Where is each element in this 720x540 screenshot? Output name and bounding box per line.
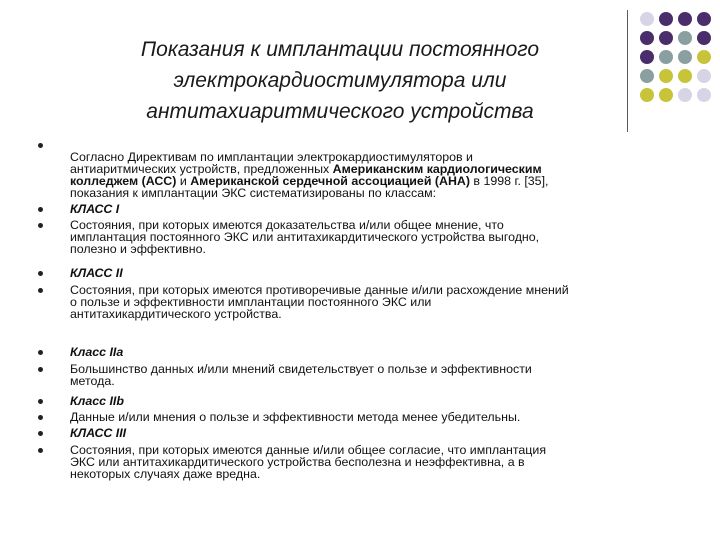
item-text: Большинство данных и/или мнений свидетельствует о пользе и эффективности метода. [70,362,532,388]
decor-dot [640,69,654,83]
item-text: КЛАСС II [70,266,123,280]
decor-dot [640,50,654,64]
title-line-1: Показания к имплантации постоянного [140,38,540,61]
item-text: Класс IIb [70,394,124,408]
decor-dot [678,50,692,64]
bullet-icon [38,399,43,404]
decor-dot [678,88,692,102]
decor-dot [640,31,654,45]
decor-dot [697,31,711,45]
item-text: КЛАСС I [70,202,120,216]
item-text: Состояния, при которых имеются данные и/или общее согласие, что имплантация ЭКС или антитахикардитического устройства бесполезна и неэффективна, а в некоторых случаях даже вредна. [70,443,547,481]
bullet-icon [38,143,43,148]
bullet-icon [38,288,43,293]
decor-dot [659,69,673,83]
decor-dot-grid [640,12,720,132]
bullet-icon [38,431,43,436]
item-text: КЛАСС III [70,426,127,440]
decor-dot [697,50,711,64]
bullet-icon [38,271,43,276]
item-text: Класс IIa [70,345,124,359]
decor-dot [659,12,673,26]
decor-dot [640,88,654,102]
bullet-icon [38,415,43,420]
decor-dot [659,50,673,64]
decor-dot [640,12,654,26]
decor-dot [678,31,692,45]
decor-dot [697,12,711,26]
bullet-icon [38,207,43,212]
item-text: Согласно Директивам по имплантации электрокардиостимуляторов и антиаритмических устройств, предложенных Американским кардиологическим колледжем (АСС) и Американской сердечной ассоциацией (АНА) в 1998 г. [35], показания к имплантации ЭКС систематизированы по классам: [70,150,549,200]
slide-title [60,34,620,127]
decor-dot [678,69,692,83]
bullet-icon [38,223,43,228]
item-text: Состояния, при которых имеются противоречивые данные и/или расхождение мнений о пользе и эффективности имплантации постоянного ЭКС или антитахикардитического устройства. [70,283,569,321]
decor-dot [697,88,711,102]
decor-dot [697,69,711,83]
bullet-icon [38,350,43,355]
bullet-icon [38,448,43,453]
title-line-3: антитахиаритмического устройства [146,100,534,123]
title-line-2: электрокардиостимулятора или [173,69,507,92]
item-text: Состояния, при которых имеются доказательства и/или общее мнение, что имплантация постоянного ЭКС или антитахикардитического устройства выгодно, полезно и эффективно. [70,218,540,256]
item-text: Данные и/или мнения о пользе и эффективности метода менее убедительны. [70,410,521,424]
decor-divider-line [627,10,628,132]
decor-dot [678,12,692,26]
decor-dot [659,31,673,45]
decor-dot [659,88,673,102]
bullet-icon [38,367,43,372]
